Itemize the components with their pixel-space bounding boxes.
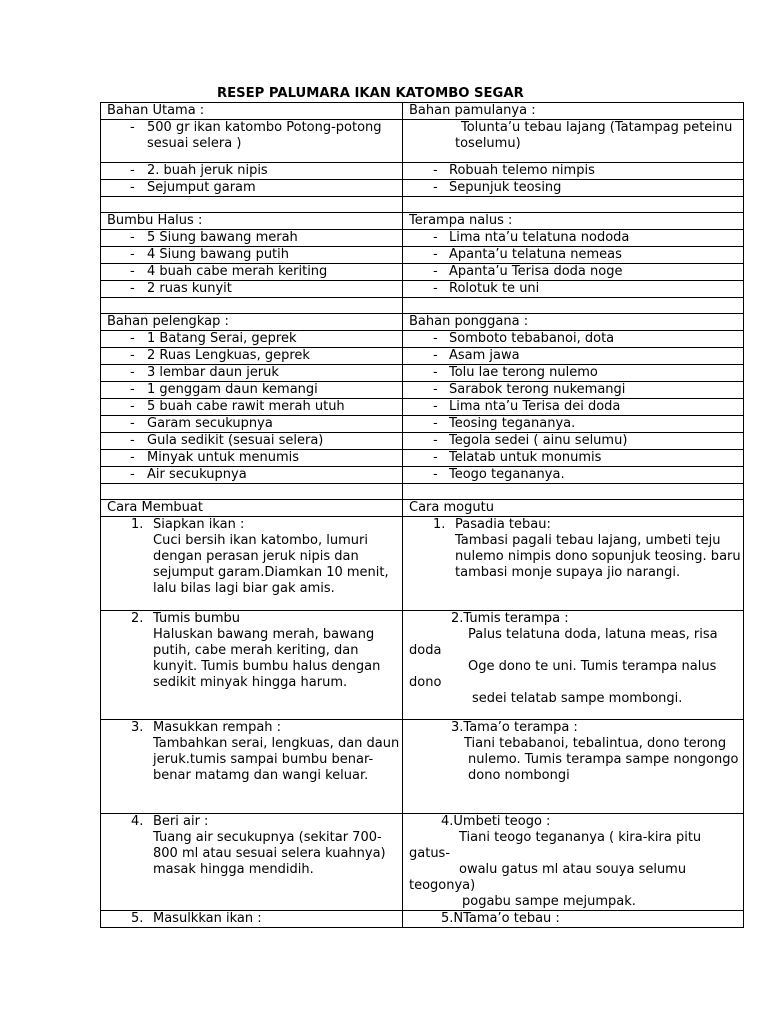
table-row: - 5 Siung bawang merah - Lima nta’u telatuna nododa [101, 230, 744, 247]
list-item: Garam secukupnya [147, 416, 273, 431]
table-row: - 1 Batang Serai, geprek - Somboto tebabanoi, dota [101, 331, 744, 348]
step-number: 4. [131, 814, 144, 829]
step-title: Beri air : [153, 814, 209, 829]
list-item: 5 buah cabe rawit merah utuh [147, 399, 345, 414]
spacer-row [101, 484, 744, 500]
list-item: Sarabok terong nukemangi [449, 382, 626, 397]
step-title: 4.Umbeti teogo : [441, 814, 551, 829]
recipe-table [100, 102, 744, 928]
list-item: Robuah telemo nimpis [449, 163, 595, 178]
list-item: 3 lembar daun jeruk [147, 365, 279, 380]
bahan-ponggana-header: Bahan ponggana : [403, 314, 744, 331]
table-row: - 2 Ruas Lengkuas, geprek - Asam jawa [101, 348, 744, 365]
table-row: - Air secukupnya - Teogo tegananya. [101, 467, 744, 484]
table-row: - 1 genggam daun kemangi - Sarabok terong nukemangi [101, 382, 744, 399]
list-item: Minyak untuk menumis [147, 450, 300, 465]
step-body: Cuci bersih ikan katombo, lumuri dengan perasan jeruk nipis dan sejumput garam.Diamkan 10 menit, lalu bilas lagi biar gak amis. [153, 533, 389, 596]
bahan-pamulanya-header: Bahan pamulanya : [403, 103, 744, 120]
step-line: Tiani teogo tegananya ( kira-kira pitu gatus- [409, 830, 702, 861]
table-row: - 2. buah jeruk nipis - Robuah telemo nimpis [101, 163, 744, 180]
section-header-row [101, 103, 744, 120]
step-title: 5.NTama’o tebau : [441, 911, 560, 926]
step-number: 3. [131, 720, 144, 735]
step-number: 1. [131, 517, 144, 532]
list-item: 1 Batang Serai, geprek [147, 331, 297, 346]
list-item: 500 gr ikan katombo Potong-potong sesuai selera ) [147, 120, 382, 151]
step-body: Haluskan bawang merah, bawang putih, cabe merah keriting, dan kunyit. Tumis bumbu halus dengan sedikit minyak hingga harum. [153, 627, 381, 690]
list-item: Teosing tegananya. [449, 416, 576, 431]
table-row [101, 517, 744, 611]
section-header-row [101, 213, 744, 230]
table-row: - 5 buah cabe rawit merah utuh - Lima nta’u Terisa dei doda [101, 399, 744, 416]
step-title: 2.Tumis terampa : [451, 611, 569, 626]
step-body: Tuang air secukupnya (sekitar 700-800 ml atau sesuai selera kuahnya) masak hingga mendidih. [153, 830, 386, 877]
list-item: Somboto tebabanoi, dota [449, 331, 615, 346]
list-item: Gula sedikit (sesuai selera) [147, 433, 324, 448]
table-row: - Sejumput garam - Sepunjuk teosing [101, 180, 744, 197]
table-row: - Minyak untuk menumis - Telatab untuk monumis [101, 450, 744, 467]
list-item: Apanta’u telatuna nemeas [449, 247, 622, 262]
page-title: RESEP PALUMARA IKAN KATOMBO SEGAR [217, 86, 524, 101]
list-item: Telatab untuk monumis [449, 450, 602, 465]
cara-membuat-header: Cara Membuat [101, 500, 403, 517]
spacer-row [101, 298, 744, 314]
list-item: Lima nta’u telatuna nododa [449, 230, 630, 245]
list-item: Lima nta’u Terisa dei doda [449, 399, 621, 414]
spacer-row [101, 197, 744, 213]
list-item: Tolu lae terong nulemo [449, 365, 598, 380]
list-item: Tegola sedei ( ainu selumu) [449, 433, 628, 448]
step-line: Palus telatuna doda, latuna meas, risa doda [409, 627, 718, 658]
table-row [101, 720, 744, 814]
step-body: Tambasi pagali tebau lajang, umbeti teju nulemo nimpis dono sopunjuk teosing. baru tambasi monje supaya jio narangi. [455, 533, 741, 580]
cara-mogutu-header: Cara mogutu [403, 500, 744, 517]
step-line: dono nombongi [468, 768, 570, 783]
list-item: 1 genggam daun kemangi [147, 382, 318, 397]
table-row: - Garam secukupnya - Teosing tegananya. [101, 416, 744, 433]
table-row: - 4 Siung bawang putih - Apanta’u telatuna nemeas [101, 247, 744, 264]
bumbu-halus-header: Bumbu Halus : [101, 213, 403, 230]
step-title: Masulkkan ikan : [153, 911, 262, 926]
list-item: Rolotuk te uni [449, 281, 540, 296]
list-item: Tolunta’u tebau lajang (Tatampag peteinu toselumu) [455, 120, 733, 151]
step-line: sedei telatab sampe mombongi. [472, 691, 683, 706]
list-item: Sejumput garam [147, 180, 256, 195]
step-title: Siapkan ikan : [153, 517, 245, 532]
table-row [101, 611, 744, 720]
bahan-utama-header: Bahan Utama : [101, 103, 403, 120]
table-row: - Gula sedikit (sesuai selera) - Tegola sedei ( ainu selumu) [101, 433, 744, 450]
step-title: Masukkan rempah : [153, 720, 282, 735]
step-line: Tiani tebabanoi, tebalintua, dono terong [464, 736, 727, 751]
list-item: Teogo tegananya. [449, 467, 565, 482]
step-number: 1. [433, 517, 446, 532]
list-item: Asam jawa [449, 348, 520, 363]
section-header-row [101, 314, 744, 331]
step-body: Tambahkan serai, lengkuas, dan daun jeruk.tumis sampai bumbu benar-benar matamg dan wangi keluar. [153, 736, 400, 783]
list-item: 5 Siung bawang merah [147, 230, 298, 245]
table-row [101, 814, 744, 911]
table-row [101, 911, 744, 928]
list-item: Sepunjuk teosing [449, 180, 562, 195]
list-item: Apanta’u Terisa doda noge [449, 264, 623, 279]
list-item: 2 Ruas Lengkuas, geprek [147, 348, 310, 363]
table-row: - 3 lembar daun jeruk - Tolu lae terong nulemo [101, 365, 744, 382]
table-row: - 4 buah cabe merah keriting - Apanta’u Terisa doda noge [101, 264, 744, 281]
step-line: owalu gatus ml atau souya selumu teogonya) [409, 862, 687, 893]
step-title: Tumis bumbu [153, 611, 241, 626]
step-number: 5. [131, 911, 144, 926]
list-item: 2 ruas kunyit [147, 281, 232, 296]
step-title: Pasadia tebau: [455, 517, 551, 532]
section-header-row [101, 500, 744, 517]
list-item: 2. buah jeruk nipis [147, 163, 268, 178]
step-line: pogabu sampe mejumpak. [462, 894, 636, 909]
list-item: Air secukupnya [147, 467, 247, 482]
bahan-pelengkap-header: Bahan pelengkap : [101, 314, 403, 331]
list-item: 4 Siung bawang putih [147, 247, 290, 262]
step-line: nulemo. Tumis terampa sampe nongongo [468, 752, 739, 767]
table-row: - 500 gr ikan katombo Potong-potong sesuai selera ) Tolunta’u tebau lajang (Tatampag peteinu toselumu) [101, 120, 744, 163]
step-line: Oge dono te uni. Tumis terampa nalus dono [409, 659, 717, 690]
step-title: 3.Tama’o terampa : [451, 720, 578, 735]
table-row: - 2 ruas kunyit - Rolotuk te uni [101, 281, 744, 298]
step-number: 2. [131, 611, 144, 626]
terampa-nalus-header: Terampa nalus : [403, 213, 744, 230]
list-item: 4 buah cabe merah keriting [147, 264, 328, 279]
